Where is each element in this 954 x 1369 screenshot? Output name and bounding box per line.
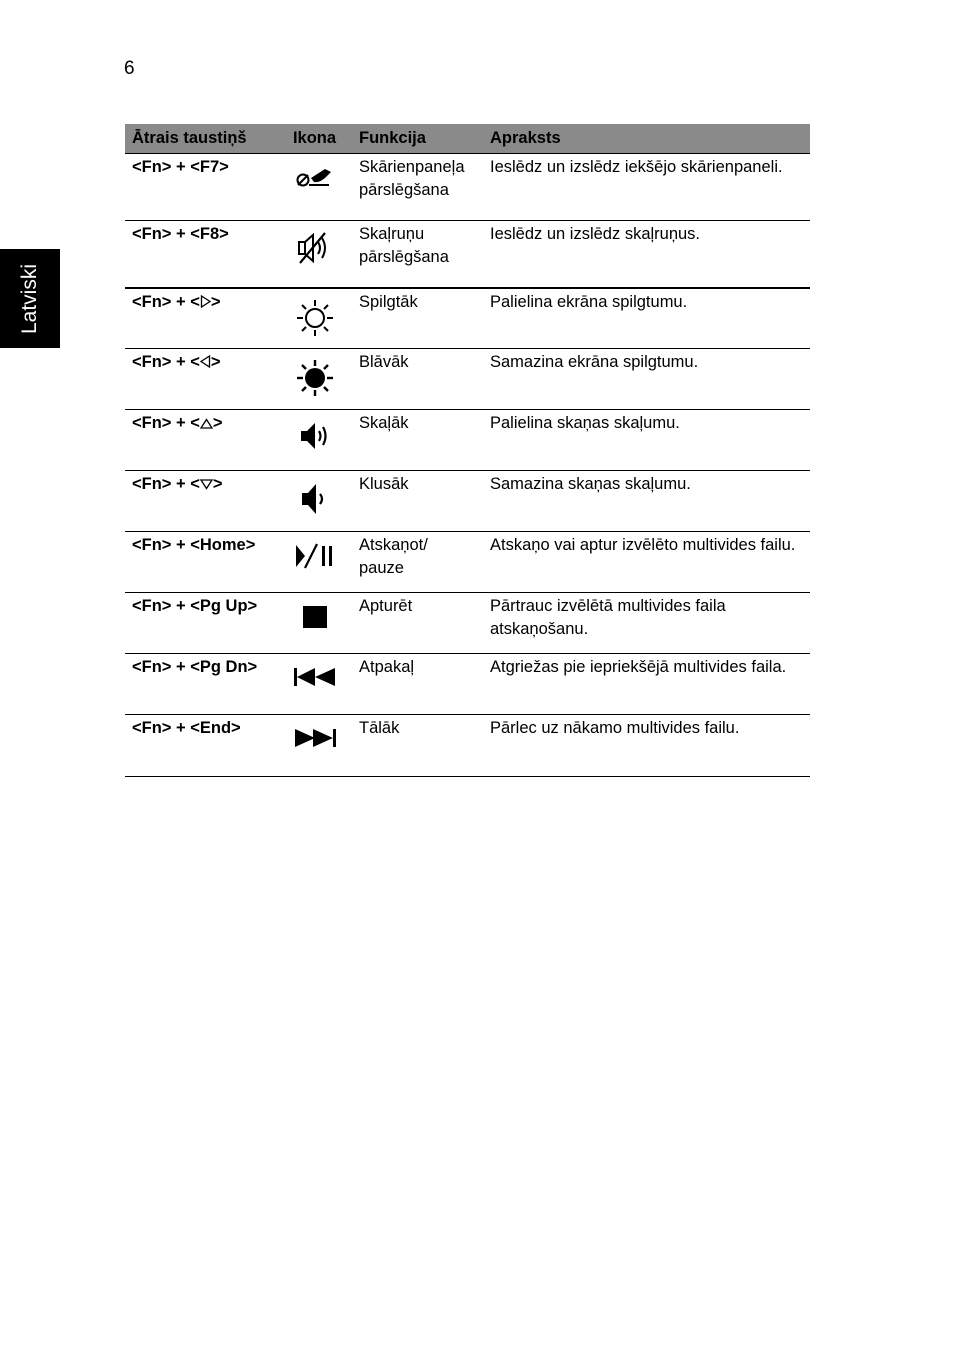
- hotkey-cell: [125, 471, 277, 532]
- description-cell: Atskaņo vai aptur izvēlēto multivides failu.: [483, 532, 810, 593]
- down-triangle-icon: [200, 479, 213, 490]
- hotkey-cell: [125, 221, 277, 288]
- icon-cell: [277, 349, 352, 410]
- speaker-toggle-icon: [295, 231, 335, 265]
- hotkey-cell: [125, 715, 277, 777]
- up-triangle-icon: [200, 418, 213, 429]
- hotkey-suffix: >: [210, 292, 221, 311]
- hotkey-text: <Fn> + <: [132, 475, 200, 493]
- table-row: [125, 471, 810, 532]
- function-cell: Skaļruņu pārslēgšana: [352, 221, 483, 288]
- icon-cell: [277, 654, 352, 715]
- hotkey-text: <Fn> + <Pg Dn>: [132, 658, 258, 676]
- function-cell: Tālāk: [352, 715, 483, 777]
- hotkey-suffix: >: [212, 475, 223, 493]
- function-cell: Atskaņot/ pauze: [352, 532, 483, 593]
- volume-up-icon: [295, 420, 335, 452]
- play-pause-icon: [293, 542, 337, 570]
- description-cell: Pārtrauc izvēlētā multivides faila atskaņošanu.: [483, 593, 810, 654]
- header-function: Funkcija: [352, 124, 483, 154]
- table-row: [125, 532, 810, 593]
- icon-cell: [277, 288, 352, 349]
- icon-cell: [277, 471, 352, 532]
- header-hotkey: Ātrais taustiņš: [125, 124, 277, 154]
- hotkey-text: <Fn> + <: [132, 353, 200, 371]
- icon-cell: [277, 593, 352, 654]
- icon-cell: [277, 715, 352, 777]
- table-row: [125, 410, 810, 471]
- hotkey-cell: [125, 349, 277, 410]
- brightness-up-icon: [295, 299, 335, 337]
- hotkey-cell: [125, 532, 277, 593]
- right-triangle-icon: [200, 295, 211, 308]
- page-number: 6: [124, 58, 135, 79]
- previous-track-icon: [293, 664, 337, 690]
- table-row: [125, 288, 810, 349]
- description-cell: Pārlec uz nākamo multivides failu.: [483, 715, 810, 777]
- description-cell: Samazina ekrāna spilgtumu.: [483, 349, 810, 410]
- hotkey-table: [125, 124, 810, 777]
- hotkey-suffix: >: [210, 353, 221, 371]
- description-cell: Ieslēdz un izslēdz skaļruņus.: [483, 221, 810, 288]
- hotkey-text: <Fn> + <F7>: [132, 158, 229, 176]
- hotkey-cell: [125, 654, 277, 715]
- hotkey-text: <Fn> + <: [132, 414, 200, 432]
- header-description: Apraksts: [483, 124, 810, 154]
- table-row: [125, 593, 810, 654]
- next-track-icon: [293, 725, 337, 751]
- table-row: [125, 349, 810, 410]
- function-cell: Apturēt: [352, 593, 483, 654]
- language-label: Latviski: [18, 263, 41, 335]
- function-cell: Skaļāk: [352, 410, 483, 471]
- function-cell: Atpakaļ: [352, 654, 483, 715]
- description-cell: Samazina skaņas skaļumu.: [483, 471, 810, 532]
- left-triangle-icon: [200, 355, 211, 368]
- table-row: [125, 715, 810, 777]
- brightness-down-icon: [295, 359, 335, 397]
- table-row: [125, 154, 810, 221]
- icon-cell: [277, 221, 352, 288]
- function-cell: Blāvāk: [352, 349, 483, 410]
- icon-cell: [277, 154, 352, 221]
- stop-icon: [295, 603, 335, 631]
- function-cell: Skārienpaneļa pārslēgšana: [352, 154, 483, 221]
- hotkey-cell: [125, 288, 277, 349]
- hotkey-text: <Fn> + <Pg Up>: [132, 597, 258, 615]
- language-side-tab: [0, 249, 60, 348]
- table-header-row: [125, 124, 810, 154]
- hotkey-text: <Fn> + <Home>: [132, 536, 256, 554]
- description-cell: Palielina skaņas skaļumu.: [483, 410, 810, 471]
- description-cell: Atgriežas pie iepriekšējā multivides faila.: [483, 654, 810, 715]
- header-icon: Ikona: [277, 124, 352, 154]
- volume-down-icon: [295, 481, 335, 517]
- hotkey-cell: [125, 154, 277, 221]
- table-row: [125, 221, 810, 288]
- hotkey-text: <Fn> + <End>: [132, 719, 241, 737]
- function-cell: Spilgtāk: [352, 288, 483, 349]
- table-row: [125, 654, 810, 715]
- hotkey-text: <Fn> + <: [132, 292, 200, 311]
- description-cell: Palielina ekrāna spilgtumu.: [483, 288, 810, 349]
- hotkey-cell: [125, 410, 277, 471]
- hotkey-cell: [125, 593, 277, 654]
- hotkey-text: <Fn> + <F8>: [132, 225, 229, 243]
- icon-cell: [277, 532, 352, 593]
- description-cell: Ieslēdz un izslēdz iekšējo skārienpaneli.: [483, 154, 810, 221]
- touchpad-toggle-icon: [295, 164, 335, 190]
- function-cell: Klusāk: [352, 471, 483, 532]
- hotkey-suffix: >: [212, 414, 223, 432]
- icon-cell: [277, 410, 352, 471]
